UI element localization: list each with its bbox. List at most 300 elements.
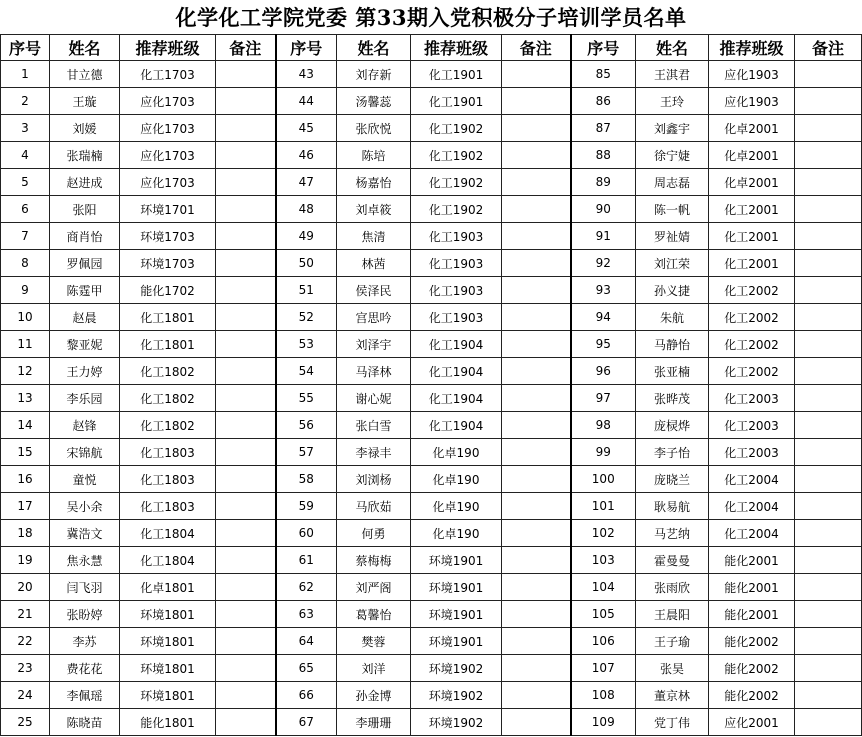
cell-class[interactable]: 环境1703: [120, 250, 216, 277]
cell-name[interactable]: 陈霆甲: [50, 277, 120, 304]
cell-name[interactable]: 刘浏杨: [337, 466, 411, 493]
cell-seq[interactable]: 104: [571, 574, 636, 601]
cell-remark[interactable]: [795, 439, 862, 466]
cell-name[interactable]: 徐宁婕: [636, 142, 709, 169]
cell-seq[interactable]: 98: [571, 412, 636, 439]
cell-remark[interactable]: [795, 601, 862, 628]
cell-class[interactable]: 环境1901: [411, 574, 502, 601]
cell-seq[interactable]: 91: [571, 223, 636, 250]
cell-seq[interactable]: 90: [571, 196, 636, 223]
cell-class[interactable]: 应化1903: [709, 61, 795, 88]
cell-remark[interactable]: [795, 142, 862, 169]
cell-class[interactable]: 化卓190: [411, 493, 502, 520]
cell-name[interactable]: 张阳: [50, 196, 120, 223]
cell-remark[interactable]: [216, 250, 276, 277]
cell-name[interactable]: 庞晓兰: [636, 466, 709, 493]
cell-class[interactable]: 能化2002: [709, 655, 795, 682]
cell-name[interactable]: 赵晨: [50, 304, 120, 331]
cell-remark[interactable]: [795, 61, 862, 88]
cell-name[interactable]: 张欣悦: [337, 115, 411, 142]
cell-seq[interactable]: 94: [571, 304, 636, 331]
cell-name[interactable]: 甘立德: [50, 61, 120, 88]
cell-seq[interactable]: 99: [571, 439, 636, 466]
cell-name[interactable]: 赵锋: [50, 412, 120, 439]
cell-remark[interactable]: [502, 358, 571, 385]
cell-seq[interactable]: 16: [1, 466, 50, 493]
cell-name[interactable]: 陈晓苗: [50, 709, 120, 736]
cell-class[interactable]: 能化2002: [709, 682, 795, 709]
cell-remark[interactable]: [216, 466, 276, 493]
cell-seq[interactable]: 60: [276, 520, 337, 547]
cell-seq[interactable]: 25: [1, 709, 50, 736]
cell-name[interactable]: 杨嘉怡: [337, 169, 411, 196]
cell-remark[interactable]: [502, 61, 571, 88]
cell-class[interactable]: 能化1801: [120, 709, 216, 736]
cell-name[interactable]: 马欣茹: [337, 493, 411, 520]
cell-class[interactable]: 化卓2001: [709, 115, 795, 142]
cell-seq[interactable]: 62: [276, 574, 337, 601]
cell-remark[interactable]: [795, 385, 862, 412]
cell-seq[interactable]: 67: [276, 709, 337, 736]
cell-name[interactable]: 罗佩园: [50, 250, 120, 277]
cell-remark[interactable]: [502, 493, 571, 520]
cell-class[interactable]: 应化1703: [120, 142, 216, 169]
cell-seq[interactable]: 11: [1, 331, 50, 358]
cell-seq[interactable]: 24: [1, 682, 50, 709]
cell-class[interactable]: 化工2001: [709, 223, 795, 250]
cell-name[interactable]: 马泽林: [337, 358, 411, 385]
cell-class[interactable]: 化工2004: [709, 520, 795, 547]
cell-remark[interactable]: [502, 142, 571, 169]
cell-seq[interactable]: 88: [571, 142, 636, 169]
cell-name[interactable]: 吴小余: [50, 493, 120, 520]
cell-seq[interactable]: 22: [1, 628, 50, 655]
cell-seq[interactable]: 109: [571, 709, 636, 736]
cell-name[interactable]: 刘洋: [337, 655, 411, 682]
cell-name[interactable]: 林茜: [337, 250, 411, 277]
cell-remark[interactable]: [502, 250, 571, 277]
cell-remark[interactable]: [502, 223, 571, 250]
cell-seq[interactable]: 57: [276, 439, 337, 466]
cell-class[interactable]: 化卓1801: [120, 574, 216, 601]
cell-seq[interactable]: 56: [276, 412, 337, 439]
cell-remark[interactable]: [795, 304, 862, 331]
cell-seq[interactable]: 101: [571, 493, 636, 520]
cell-name[interactable]: 李禄丰: [337, 439, 411, 466]
cell-name[interactable]: 樊蓉: [337, 628, 411, 655]
cell-seq[interactable]: 15: [1, 439, 50, 466]
cell-remark[interactable]: [502, 655, 571, 682]
cell-remark[interactable]: [216, 547, 276, 574]
cell-class[interactable]: 化工1903: [411, 277, 502, 304]
cell-name[interactable]: 周志磊: [636, 169, 709, 196]
cell-name[interactable]: 张晔茂: [636, 385, 709, 412]
cell-seq[interactable]: 2: [1, 88, 50, 115]
cell-seq[interactable]: 53: [276, 331, 337, 358]
cell-name[interactable]: 童悦: [50, 466, 120, 493]
cell-class[interactable]: 化工2004: [709, 466, 795, 493]
cell-seq[interactable]: 45: [276, 115, 337, 142]
cell-class[interactable]: 能化2001: [709, 547, 795, 574]
cell-remark[interactable]: [795, 682, 862, 709]
cell-seq[interactable]: 87: [571, 115, 636, 142]
cell-name[interactable]: 孙金博: [337, 682, 411, 709]
cell-name[interactable]: 董京林: [636, 682, 709, 709]
cell-remark[interactable]: [216, 493, 276, 520]
cell-remark[interactable]: [216, 709, 276, 736]
cell-class[interactable]: 应化1703: [120, 88, 216, 115]
cell-class[interactable]: 环境1902: [411, 655, 502, 682]
cell-name[interactable]: 商肖怡: [50, 223, 120, 250]
cell-remark[interactable]: [502, 628, 571, 655]
cell-class[interactable]: 化工1803: [120, 439, 216, 466]
cell-seq[interactable]: 49: [276, 223, 337, 250]
cell-class[interactable]: 化工2004: [709, 493, 795, 520]
cell-name[interactable]: 何勇: [337, 520, 411, 547]
cell-name[interactable]: 赵进成: [50, 169, 120, 196]
cell-name[interactable]: 谢心妮: [337, 385, 411, 412]
cell-remark[interactable]: [795, 358, 862, 385]
cell-name[interactable]: 刘卓筱: [337, 196, 411, 223]
cell-remark[interactable]: [795, 547, 862, 574]
cell-remark[interactable]: [502, 520, 571, 547]
cell-seq[interactable]: 3: [1, 115, 50, 142]
cell-class[interactable]: 化工1902: [411, 115, 502, 142]
cell-remark[interactable]: [795, 115, 862, 142]
cell-seq[interactable]: 9: [1, 277, 50, 304]
cell-class[interactable]: 能化2001: [709, 574, 795, 601]
cell-class[interactable]: 化工1801: [120, 304, 216, 331]
cell-class[interactable]: 化工1902: [411, 142, 502, 169]
cell-name[interactable]: 孙义捷: [636, 277, 709, 304]
cell-remark[interactable]: [216, 142, 276, 169]
cell-seq[interactable]: 8: [1, 250, 50, 277]
cell-class[interactable]: 应化1903: [709, 88, 795, 115]
cell-seq[interactable]: 55: [276, 385, 337, 412]
cell-remark[interactable]: [795, 223, 862, 250]
cell-seq[interactable]: 95: [571, 331, 636, 358]
cell-class[interactable]: 环境1703: [120, 223, 216, 250]
cell-seq[interactable]: 85: [571, 61, 636, 88]
cell-class[interactable]: 能化2001: [709, 601, 795, 628]
cell-remark[interactable]: [502, 547, 571, 574]
cell-name[interactable]: 马艺纳: [636, 520, 709, 547]
cell-class[interactable]: 化工1903: [411, 304, 502, 331]
cell-seq[interactable]: 54: [276, 358, 337, 385]
cell-seq[interactable]: 92: [571, 250, 636, 277]
cell-class[interactable]: 化卓2001: [709, 169, 795, 196]
cell-remark[interactable]: [795, 196, 862, 223]
cell-seq[interactable]: 50: [276, 250, 337, 277]
cell-seq[interactable]: 59: [276, 493, 337, 520]
cell-remark[interactable]: [502, 601, 571, 628]
cell-remark[interactable]: [502, 115, 571, 142]
cell-seq[interactable]: 97: [571, 385, 636, 412]
cell-seq[interactable]: 6: [1, 196, 50, 223]
cell-remark[interactable]: [795, 520, 862, 547]
cell-name[interactable]: 刘严阁: [337, 574, 411, 601]
cell-seq[interactable]: 65: [276, 655, 337, 682]
cell-remark[interactable]: [216, 601, 276, 628]
cell-name[interactable]: 王子瑜: [636, 628, 709, 655]
cell-name[interactable]: 王淇君: [636, 61, 709, 88]
cell-seq[interactable]: 47: [276, 169, 337, 196]
cell-seq[interactable]: 52: [276, 304, 337, 331]
cell-class[interactable]: 化工1901: [411, 88, 502, 115]
cell-seq[interactable]: 105: [571, 601, 636, 628]
cell-seq[interactable]: 14: [1, 412, 50, 439]
cell-class[interactable]: 化工1904: [411, 358, 502, 385]
cell-remark[interactable]: [216, 358, 276, 385]
cell-remark[interactable]: [216, 574, 276, 601]
cell-seq[interactable]: 12: [1, 358, 50, 385]
cell-remark[interactable]: [216, 115, 276, 142]
cell-remark[interactable]: [795, 574, 862, 601]
cell-class[interactable]: 应化1703: [120, 115, 216, 142]
cell-class[interactable]: 化工1804: [120, 547, 216, 574]
cell-name[interactable]: 冀浩文: [50, 520, 120, 547]
cell-name[interactable]: 王璇: [50, 88, 120, 115]
cell-name[interactable]: 蔡梅梅: [337, 547, 411, 574]
cell-seq[interactable]: 103: [571, 547, 636, 574]
cell-remark[interactable]: [216, 412, 276, 439]
cell-class[interactable]: 化工2003: [709, 412, 795, 439]
cell-name[interactable]: 李苏: [50, 628, 120, 655]
cell-remark[interactable]: [795, 466, 862, 493]
cell-seq[interactable]: 20: [1, 574, 50, 601]
cell-class[interactable]: 环境1902: [411, 682, 502, 709]
cell-remark[interactable]: [502, 466, 571, 493]
cell-name[interactable]: 张雨欣: [636, 574, 709, 601]
cell-name[interactable]: 费花花: [50, 655, 120, 682]
cell-remark[interactable]: [216, 196, 276, 223]
cell-name[interactable]: 党丁伟: [636, 709, 709, 736]
cell-name[interactable]: 张亚楠: [636, 358, 709, 385]
cell-name[interactable]: 马静怡: [636, 331, 709, 358]
cell-name[interactable]: 黎亚妮: [50, 331, 120, 358]
cell-name[interactable]: 张瑞楠: [50, 142, 120, 169]
cell-remark[interactable]: [216, 331, 276, 358]
cell-class[interactable]: 化工1904: [411, 331, 502, 358]
cell-seq[interactable]: 1: [1, 61, 50, 88]
cell-class[interactable]: 化工1703: [120, 61, 216, 88]
cell-seq[interactable]: 23: [1, 655, 50, 682]
cell-name[interactable]: 陈培: [337, 142, 411, 169]
cell-name[interactable]: 王力婷: [50, 358, 120, 385]
cell-remark[interactable]: [795, 277, 862, 304]
cell-class[interactable]: 化工1803: [120, 466, 216, 493]
cell-remark[interactable]: [502, 331, 571, 358]
cell-name[interactable]: 宋锦航: [50, 439, 120, 466]
cell-seq[interactable]: 107: [571, 655, 636, 682]
cell-remark[interactable]: [502, 385, 571, 412]
cell-remark[interactable]: [502, 88, 571, 115]
cell-name[interactable]: 霍曼曼: [636, 547, 709, 574]
cell-remark[interactable]: [795, 493, 862, 520]
cell-name[interactable]: 张昊: [636, 655, 709, 682]
cell-class[interactable]: 环境1901: [411, 628, 502, 655]
cell-class[interactable]: 化工1804: [120, 520, 216, 547]
cell-name[interactable]: 刘鑫宇: [636, 115, 709, 142]
cell-remark[interactable]: [502, 277, 571, 304]
cell-remark[interactable]: [502, 196, 571, 223]
cell-seq[interactable]: 51: [276, 277, 337, 304]
cell-remark[interactable]: [216, 277, 276, 304]
cell-remark[interactable]: [502, 682, 571, 709]
cell-remark[interactable]: [502, 304, 571, 331]
cell-class[interactable]: 化工2002: [709, 277, 795, 304]
cell-class[interactable]: 化工1803: [120, 493, 216, 520]
cell-remark[interactable]: [795, 88, 862, 115]
cell-seq[interactable]: 48: [276, 196, 337, 223]
cell-class[interactable]: 环境1801: [120, 628, 216, 655]
cell-remark[interactable]: [216, 628, 276, 655]
cell-class[interactable]: 化工2003: [709, 439, 795, 466]
cell-class[interactable]: 环境1801: [120, 655, 216, 682]
cell-seq[interactable]: 5: [1, 169, 50, 196]
cell-class[interactable]: 环境1901: [411, 601, 502, 628]
cell-class[interactable]: 化工1802: [120, 358, 216, 385]
cell-name[interactable]: 朱航: [636, 304, 709, 331]
cell-remark[interactable]: [216, 88, 276, 115]
cell-name[interactable]: 耿易航: [636, 493, 709, 520]
cell-name[interactable]: 汤馨蕊: [337, 88, 411, 115]
cell-remark[interactable]: [795, 169, 862, 196]
cell-seq[interactable]: 100: [571, 466, 636, 493]
cell-name[interactable]: 葛馨怡: [337, 601, 411, 628]
cell-class[interactable]: 能化2002: [709, 628, 795, 655]
cell-name[interactable]: 张盼婷: [50, 601, 120, 628]
cell-class[interactable]: 化工1901: [411, 61, 502, 88]
cell-remark[interactable]: [216, 304, 276, 331]
cell-seq[interactable]: 63: [276, 601, 337, 628]
cell-remark[interactable]: [216, 61, 276, 88]
cell-seq[interactable]: 108: [571, 682, 636, 709]
cell-name[interactable]: 刘泽宇: [337, 331, 411, 358]
cell-seq[interactable]: 64: [276, 628, 337, 655]
cell-name[interactable]: 张白雪: [337, 412, 411, 439]
cell-name[interactable]: 李珊珊: [337, 709, 411, 736]
cell-class[interactable]: 化工2003: [709, 385, 795, 412]
cell-name[interactable]: 李子怡: [636, 439, 709, 466]
cell-class[interactable]: 化工2002: [709, 304, 795, 331]
cell-remark[interactable]: [216, 223, 276, 250]
cell-seq[interactable]: 46: [276, 142, 337, 169]
cell-class[interactable]: 化工1801: [120, 331, 216, 358]
cell-class[interactable]: 化工1903: [411, 250, 502, 277]
cell-remark[interactable]: [502, 169, 571, 196]
cell-seq[interactable]: 106: [571, 628, 636, 655]
cell-name[interactable]: 焦永慧: [50, 547, 120, 574]
cell-name[interactable]: 陈一帆: [636, 196, 709, 223]
cell-remark[interactable]: [502, 412, 571, 439]
cell-class[interactable]: 化卓2001: [709, 142, 795, 169]
cell-seq[interactable]: 58: [276, 466, 337, 493]
cell-class[interactable]: 化工1902: [411, 169, 502, 196]
cell-class[interactable]: 化工1802: [120, 412, 216, 439]
cell-name[interactable]: 庞棂烨: [636, 412, 709, 439]
cell-seq[interactable]: 17: [1, 493, 50, 520]
cell-class[interactable]: 化工2001: [709, 250, 795, 277]
cell-remark[interactable]: [216, 385, 276, 412]
cell-name[interactable]: 侯泽民: [337, 277, 411, 304]
cell-remark[interactable]: [216, 169, 276, 196]
cell-class[interactable]: 化工1802: [120, 385, 216, 412]
cell-remark[interactable]: [216, 655, 276, 682]
cell-class[interactable]: 化工1904: [411, 385, 502, 412]
cell-seq[interactable]: 10: [1, 304, 50, 331]
cell-seq[interactable]: 21: [1, 601, 50, 628]
cell-remark[interactable]: [795, 628, 862, 655]
cell-remark[interactable]: [216, 439, 276, 466]
cell-seq[interactable]: 66: [276, 682, 337, 709]
cell-remark[interactable]: [502, 574, 571, 601]
cell-name[interactable]: 李佩瑶: [50, 682, 120, 709]
cell-seq[interactable]: 102: [571, 520, 636, 547]
cell-class[interactable]: 化工2002: [709, 358, 795, 385]
cell-class[interactable]: 环境1701: [120, 196, 216, 223]
cell-seq[interactable]: 43: [276, 61, 337, 88]
cell-class[interactable]: 环境1901: [411, 547, 502, 574]
cell-class[interactable]: 化工2001: [709, 196, 795, 223]
cell-seq[interactable]: 86: [571, 88, 636, 115]
cell-seq[interactable]: 19: [1, 547, 50, 574]
cell-name[interactable]: 王晨阳: [636, 601, 709, 628]
cell-seq[interactable]: 18: [1, 520, 50, 547]
cell-class[interactable]: 化卓190: [411, 466, 502, 493]
cell-class[interactable]: 化卓190: [411, 520, 502, 547]
cell-class[interactable]: 环境1801: [120, 601, 216, 628]
cell-class[interactable]: 环境1801: [120, 682, 216, 709]
cell-seq[interactable]: 4: [1, 142, 50, 169]
cell-class[interactable]: 化卓190: [411, 439, 502, 466]
cell-class[interactable]: 环境1902: [411, 709, 502, 736]
cell-seq[interactable]: 7: [1, 223, 50, 250]
cell-remark[interactable]: [216, 520, 276, 547]
cell-seq[interactable]: 93: [571, 277, 636, 304]
cell-remark[interactable]: [795, 250, 862, 277]
cell-seq[interactable]: 89: [571, 169, 636, 196]
cell-remark[interactable]: [502, 439, 571, 466]
cell-class[interactable]: 应化2001: [709, 709, 795, 736]
cell-class[interactable]: 化工1902: [411, 196, 502, 223]
cell-remark[interactable]: [502, 709, 571, 736]
cell-name[interactable]: 刘存新: [337, 61, 411, 88]
cell-name[interactable]: 王玲: [636, 88, 709, 115]
cell-name[interactable]: 刘江荣: [636, 250, 709, 277]
cell-class[interactable]: 能化1702: [120, 277, 216, 304]
cell-seq[interactable]: 13: [1, 385, 50, 412]
cell-seq[interactable]: 96: [571, 358, 636, 385]
cell-name[interactable]: 李乐园: [50, 385, 120, 412]
cell-seq[interactable]: 44: [276, 88, 337, 115]
cell-name[interactable]: 闫飞羽: [50, 574, 120, 601]
cell-name[interactable]: 焦清: [337, 223, 411, 250]
cell-seq[interactable]: 61: [276, 547, 337, 574]
cell-name[interactable]: 刘媛: [50, 115, 120, 142]
cell-remark[interactable]: [795, 331, 862, 358]
cell-remark[interactable]: [795, 412, 862, 439]
cell-remark[interactable]: [795, 709, 862, 736]
cell-class[interactable]: 应化1703: [120, 169, 216, 196]
cell-remark[interactable]: [795, 655, 862, 682]
cell-class[interactable]: 化工1904: [411, 412, 502, 439]
cell-name[interactable]: 罗祉婧: [636, 223, 709, 250]
cell-class[interactable]: 化工2002: [709, 331, 795, 358]
cell-remark[interactable]: [216, 682, 276, 709]
cell-class[interactable]: 化工1903: [411, 223, 502, 250]
cell-name[interactable]: 宫思吟: [337, 304, 411, 331]
